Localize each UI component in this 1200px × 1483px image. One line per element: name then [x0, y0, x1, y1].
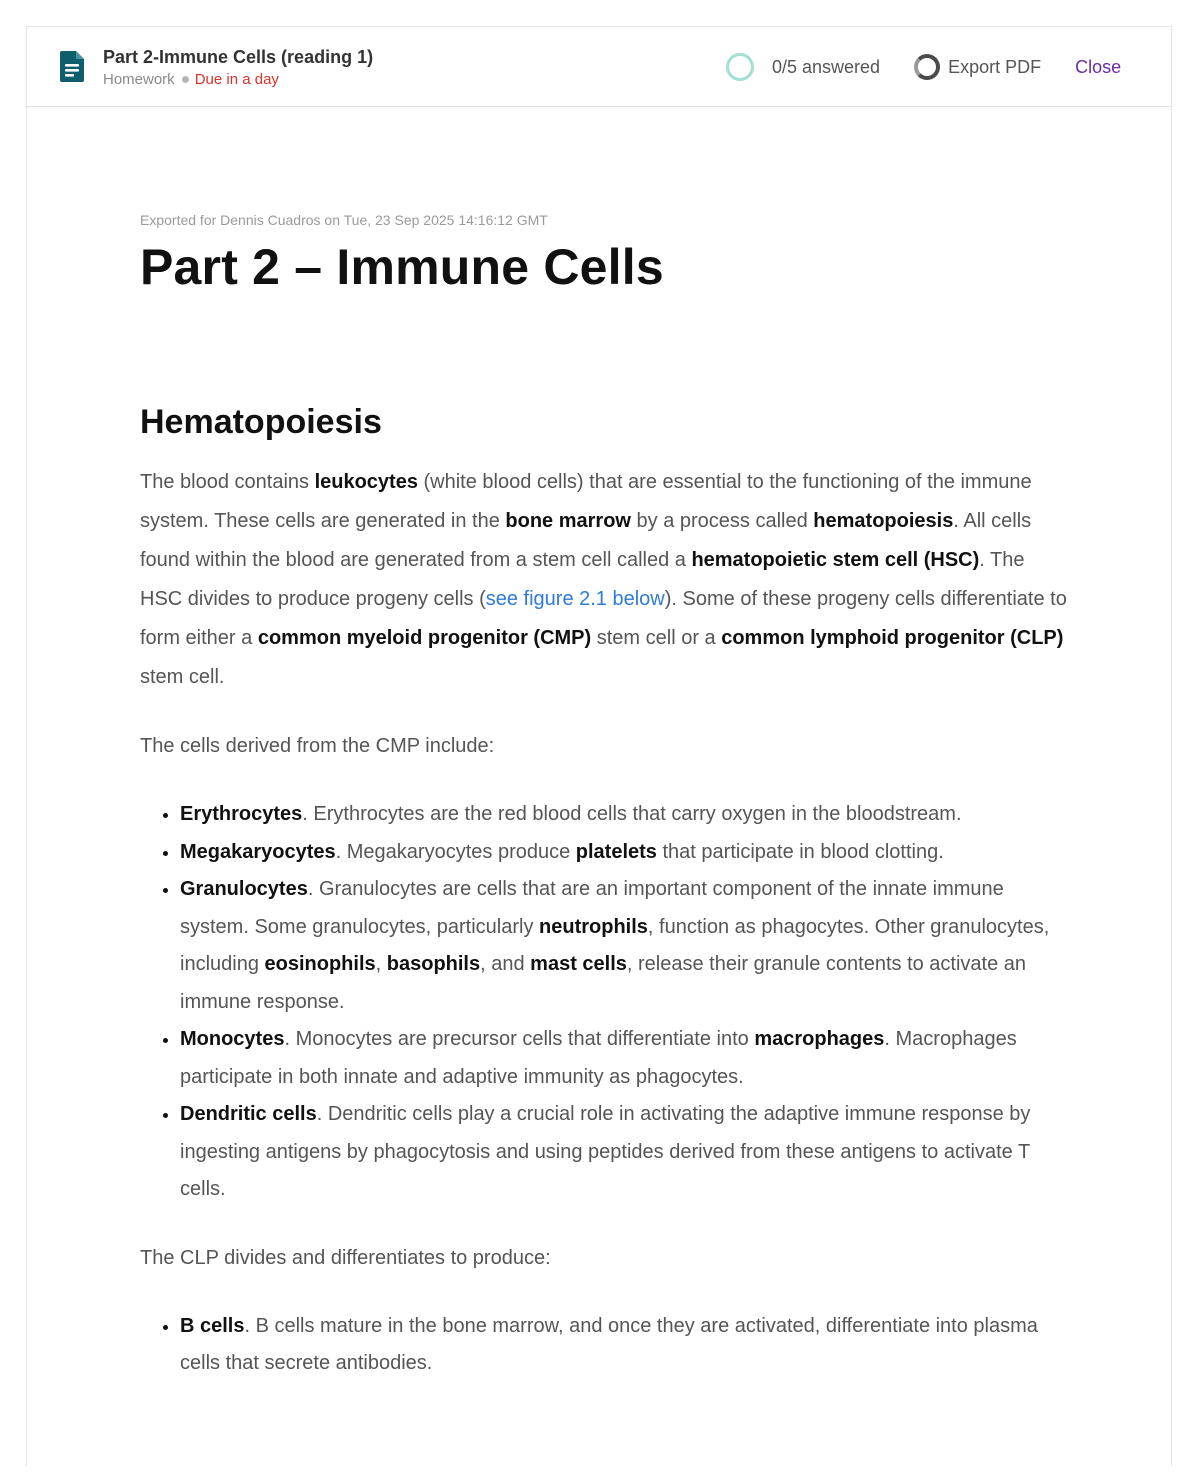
list-item: • Granulocytes. Granulocytes are cells that are an important component of the innate immune system. Some granulocytes, particularly neutrophils, function as phagocytes. Other granulocytes, including eosinophils, basophils, and mast cells, release their granule contents to activate an immune response.: [180, 871, 1070, 1021]
page-title: Part 2 – Immune Cells: [140, 239, 664, 295]
header-tools: [726, 50, 1121, 84]
assignment-header: [26, 26, 1172, 107]
answered-count: 0/5 answered: [772, 56, 881, 77]
export-pdf-button[interactable]: [914, 54, 1041, 80]
assignment-title: Part 2-Immune Cells (reading 1): [103, 47, 374, 67]
document-icon: [59, 50, 85, 83]
figure-link[interactable]: see figure 2.1 below: [485, 588, 665, 610]
list-item: • Megakaryocytes. Megakaryocytes produce platelets that participate in blood clotting.: [180, 834, 1070, 872]
cmp-intro: The cells derived from the CMP include:: [140, 735, 495, 757]
clp-cell-list: [140, 1308, 1070, 1383]
assignment-title-block: [103, 46, 373, 90]
assignment-type: Homework: [103, 71, 175, 88]
list-item: • Monocytes. Monocytes are precursor cells that differentiate into macrophages. Macrophages participate in both innate and adaptive immunity as phagocytes.: [180, 1021, 1070, 1096]
intro-paragraph: The blood contains leukocytes (white blood cells) that are essential to the functioning of the immune system. These cells are generated in the bone marrow by a process called hematopoiesis. All cells found within the blood are generated from a stem cell called a hematopoietic stem cell (HSC). The HSC divides to produce progeny cells (see figure 2.1 below). Some of these progeny cells differentiate to form either a common myeloid progenitor (CMP) stem cell or a common lymphoid progenitor (CLP) stem cell.: [140, 471, 1067, 688]
list-item: • Dendritic cells. Dendritic cells play a crucial role in activating the adaptive immune response by ingesting antigens by phagocytosis and using peptides derived from these antigens to activate T cells.: [180, 1096, 1070, 1209]
close-button[interactable]: Close: [1075, 56, 1122, 77]
due-status: Due in a day: [194, 71, 279, 88]
list-item: • Erythrocytes. Erythrocytes are the red blood cells that carry oxygen in the bloodstream.: [180, 796, 1070, 834]
clp-intro: The CLP divides and differentiates to produce:: [140, 1246, 551, 1269]
export-note: Exported for Dennis Cuadros on Tue, 23 Sep 2025 14:16:12 GMT: [140, 212, 548, 228]
list-item: • B cells. B cells mature in the bone marrow, and once they are activated, differentiate into plasma cells that secrete antibodies.: [180, 1308, 1070, 1383]
section-heading: Hematopoiesis: [140, 403, 382, 441]
cmp-cell-list: [140, 796, 1070, 1209]
export-progress-icon: [914, 54, 940, 80]
reading-content: [140, 210, 1070, 1383]
export-pdf-label: Export PDF: [948, 56, 1042, 77]
assignment-meta: [103, 70, 373, 90]
separator-dot: [182, 76, 189, 83]
progress-ring-icon: [726, 53, 754, 81]
